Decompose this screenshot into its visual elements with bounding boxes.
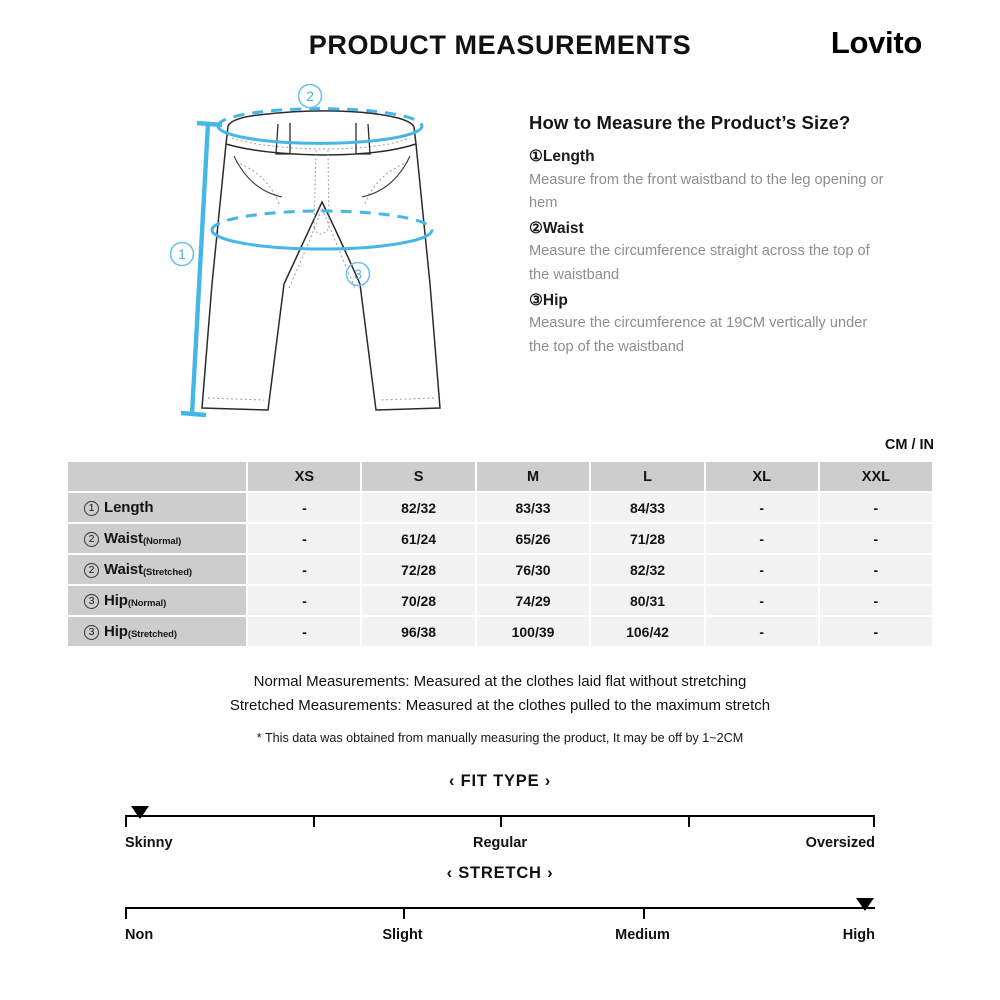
- table-cell: 70/28: [362, 586, 474, 615]
- how-to-item-marker: ①: [529, 148, 543, 165]
- table-cell: 61/24: [362, 524, 474, 553]
- axis-tick: [313, 817, 315, 827]
- table-corner-cell: [68, 462, 246, 491]
- row-label: Hip: [104, 623, 128, 640]
- fit-type-axis: [125, 805, 875, 827]
- note-disclaimer: * This data was obtained from manually measuring the product, It may be off by 1~2CM: [256, 731, 744, 746]
- stretch-label-slight: Slight: [382, 927, 423, 943]
- row-number-badge: 2: [84, 532, 99, 547]
- measurement-notes: [0, 670, 1000, 745]
- table-cell: -: [820, 617, 932, 646]
- page-header: [0, 0, 1000, 86]
- callout-hip: [347, 263, 370, 286]
- fit-type-title: ‹ FIT TYPE ›: [448, 772, 552, 790]
- fit-type-label-skinny: Skinny: [125, 835, 173, 851]
- table-cell: 72/28: [362, 555, 474, 584]
- row-number-badge: 2: [84, 563, 99, 578]
- svg-text:1: 1: [178, 246, 186, 262]
- callout-waist: [299, 85, 322, 108]
- how-to-measure-title: How to Measure the Product’s Size?: [529, 112, 851, 133]
- table-cell: -: [248, 555, 360, 584]
- callout-length: [171, 243, 194, 266]
- table-header-row: [68, 462, 932, 491]
- column-header-xl: XL: [706, 462, 818, 491]
- stretch-title: ‹ STRETCH ›: [446, 864, 554, 882]
- table-row: [68, 586, 932, 615]
- how-to-item-label: [529, 217, 949, 241]
- table-cell: -: [248, 617, 360, 646]
- column-header-xs: XS: [248, 462, 360, 491]
- pants-stitching: [208, 138, 434, 400]
- how-to-item-name: Waist: [542, 219, 584, 237]
- table-cell: 96/38: [362, 617, 474, 646]
- table-cell: 83/33: [477, 493, 590, 522]
- table-row: [68, 617, 932, 646]
- column-header-xxl: XXL: [820, 462, 932, 491]
- stretch-scale: [0, 864, 1000, 947]
- axis-tick: [643, 909, 645, 919]
- row-header-waist-stretched: [68, 555, 246, 584]
- table-cell: -: [248, 524, 360, 553]
- table-cell: 80/31: [591, 586, 704, 615]
- table-cell: -: [706, 586, 818, 615]
- axis-cap-right: [873, 815, 875, 827]
- fit-type-scale: [0, 772, 1000, 855]
- table-cell: 82/32: [362, 493, 474, 522]
- column-header-m: M: [477, 462, 590, 491]
- table-cell: -: [248, 493, 360, 522]
- row-qualifier: (Stretched): [142, 567, 192, 578]
- svg-text:2: 2: [306, 88, 314, 104]
- hip-measure-ring: [212, 211, 432, 249]
- row-qualifier: (Normal): [127, 598, 167, 609]
- table-cell: 82/32: [591, 555, 704, 584]
- row-label: Length: [104, 499, 154, 516]
- row-header-waist-normal: [68, 524, 246, 553]
- how-to-item-name: Hip: [542, 291, 568, 309]
- row-header-hip-stretched: [68, 617, 246, 646]
- fit-type-marker: [131, 806, 149, 819]
- table-cell: -: [248, 586, 360, 615]
- brand-logo: Lovito: [830, 25, 922, 60]
- row-label: Hip: [104, 592, 128, 609]
- table-cell: 65/26: [477, 524, 590, 553]
- how-to-item-waist: [529, 217, 949, 288]
- how-to-item-desc: Measure from the front waistband to the leg opening or hem: [529, 171, 884, 212]
- row-number-badge: 3: [84, 625, 99, 640]
- how-to-item-label: [529, 145, 949, 169]
- length-measure-line: [181, 123, 222, 415]
- stretch-label-non: Non: [125, 927, 154, 943]
- table-row: [68, 555, 932, 584]
- row-label: Waist: [104, 530, 143, 547]
- how-to-measure-panel: [529, 112, 949, 360]
- table-row: [68, 493, 932, 522]
- note-normal: Normal Measurements: Measured at the clothes laid flat without stretching: [253, 673, 747, 690]
- table-row: [68, 524, 932, 553]
- axis-tick: [688, 817, 690, 827]
- stretch-label-medium: Medium: [615, 927, 670, 943]
- row-qualifier: (Normal): [142, 536, 182, 547]
- stretch-axis: [125, 897, 875, 919]
- how-to-item-label: [529, 289, 949, 313]
- how-to-item-marker: ②: [529, 219, 543, 237]
- stretch-label-high: High: [842, 927, 875, 943]
- table-cell: -: [706, 493, 818, 522]
- table-cell: 74/29: [477, 586, 590, 615]
- column-header-s: S: [362, 462, 474, 491]
- row-header-hip-normal: [68, 586, 246, 615]
- table-cell: 100/39: [477, 617, 590, 646]
- page-title: PRODUCT MEASUREMENTS: [308, 30, 692, 60]
- table-body: [68, 493, 932, 646]
- row-number-badge: 3: [84, 594, 99, 609]
- how-to-item-desc: Measure the circumference at 19CM vertically under the top of the waistband: [529, 315, 868, 355]
- table-cell: -: [820, 524, 932, 553]
- axis-tick: [403, 909, 405, 919]
- belt-loops: [276, 123, 370, 154]
- column-header-l: L: [591, 462, 704, 491]
- note-stretched: Stretched Measurements: Measured at the clothes pulled to the maximum stretch: [229, 696, 771, 714]
- pants-diagram: [150, 78, 510, 438]
- axis-cap-left: [125, 907, 127, 919]
- unit-label: CM / IN: [884, 437, 934, 453]
- how-to-item-name: Length: [542, 148, 595, 165]
- row-label: Waist: [104, 561, 143, 578]
- measurement-table: [66, 460, 934, 648]
- how-to-item-marker: ③: [529, 291, 543, 309]
- pants-fly: [314, 150, 329, 234]
- svg-text:3: 3: [354, 266, 362, 282]
- fit-type-labels: [125, 835, 875, 855]
- axis-tick: [500, 817, 502, 827]
- table-header: [68, 462, 932, 491]
- how-to-item-desc: Measure the circumference straight across the top of the waistband: [529, 243, 870, 284]
- table-cell: -: [706, 555, 818, 584]
- pants-outline: [202, 111, 440, 410]
- row-number-badge: 1: [84, 501, 99, 516]
- row-qualifier: (Stretched): [127, 629, 177, 640]
- row-header-length: [68, 493, 246, 522]
- table-cell: 71/28: [591, 524, 704, 553]
- stretch-marker: [856, 898, 874, 911]
- how-to-item-length: [529, 145, 949, 216]
- axis-cap-left: [125, 815, 127, 827]
- table-cell: -: [820, 493, 932, 522]
- table-cell: -: [706, 617, 818, 646]
- table-cell: -: [706, 524, 818, 553]
- measurement-table-wrap: [66, 460, 934, 648]
- table-cell: 106/42: [591, 617, 704, 646]
- table-cell: -: [820, 586, 932, 615]
- stretch-labels: [125, 927, 875, 947]
- waist-measure-ring: [218, 109, 422, 144]
- table-cell: -: [820, 555, 932, 584]
- table-cell: 84/33: [591, 493, 704, 522]
- fit-type-label-oversized: Oversized: [805, 835, 875, 851]
- how-to-item-hip: [529, 289, 949, 360]
- table-cell: 76/30: [477, 555, 590, 584]
- axis-line: [125, 907, 875, 909]
- fit-type-label-regular: Regular: [473, 835, 527, 851]
